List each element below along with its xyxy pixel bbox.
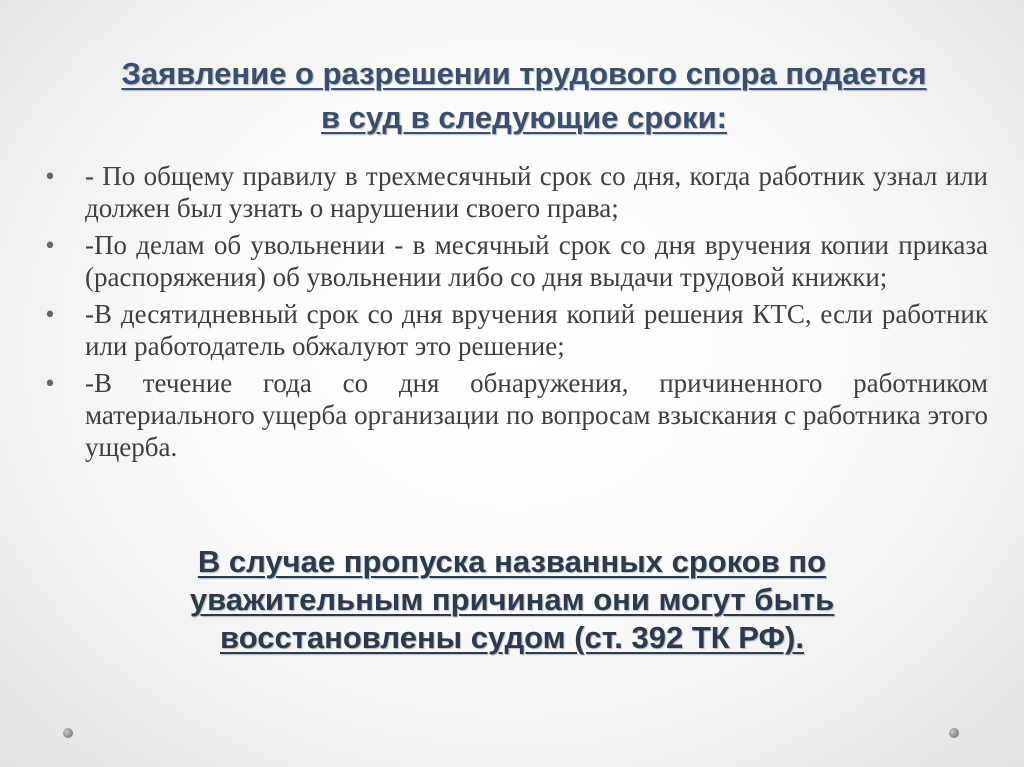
bullet-text: -По делам об увольнении - в месячный срок со дня вручения копии приказа (распоряжения) об увольнении либо со дня выдачи трудовой книжки;: [85, 230, 988, 292]
bullet-list: [40, 160, 988, 468]
bullet-dot-icon: •: [45, 368, 55, 398]
bullet-item: [40, 298, 988, 362]
title-line-2: в суд в следующие сроки:: [321, 100, 727, 135]
bullet-text: -В течение года со дня обнаружения, причиненного работником материального ущерба организации по вопросам взыскания с работника этого ущерба.: [85, 368, 988, 462]
note-line-1: В случае пропуска названных сроков по: [197, 544, 827, 579]
bullet-item: [40, 160, 988, 224]
title-line-1: Заявление о разрешении трудового спора подается: [121, 56, 927, 91]
bullet-item: [40, 367, 988, 463]
bullet-text: -В десятидневный срок со дня вручения копий решения КТС, если работник или работодатель обжалуют это решение;: [85, 299, 988, 361]
slide-title: [40, 52, 1008, 140]
conclusion-note: [60, 543, 964, 657]
note-line-3: восстановлены судом (ст. 392 ТК РФ).: [220, 620, 804, 655]
bullet-item: [40, 229, 988, 293]
note-line-2: уважительным причинам они могут быть: [189, 582, 835, 617]
corner-dot-right-icon: [949, 728, 959, 738]
bullet-text: - По общему правилу в трехмесячный срок со дня, когда работник узнал или должен был узнать о нарушении своего права;: [85, 161, 988, 223]
corner-dot-left-icon: [63, 728, 73, 738]
bullet-dot-icon: •: [45, 299, 55, 329]
bullet-dot-icon: •: [45, 230, 55, 260]
bullet-dot-icon: •: [45, 161, 55, 191]
